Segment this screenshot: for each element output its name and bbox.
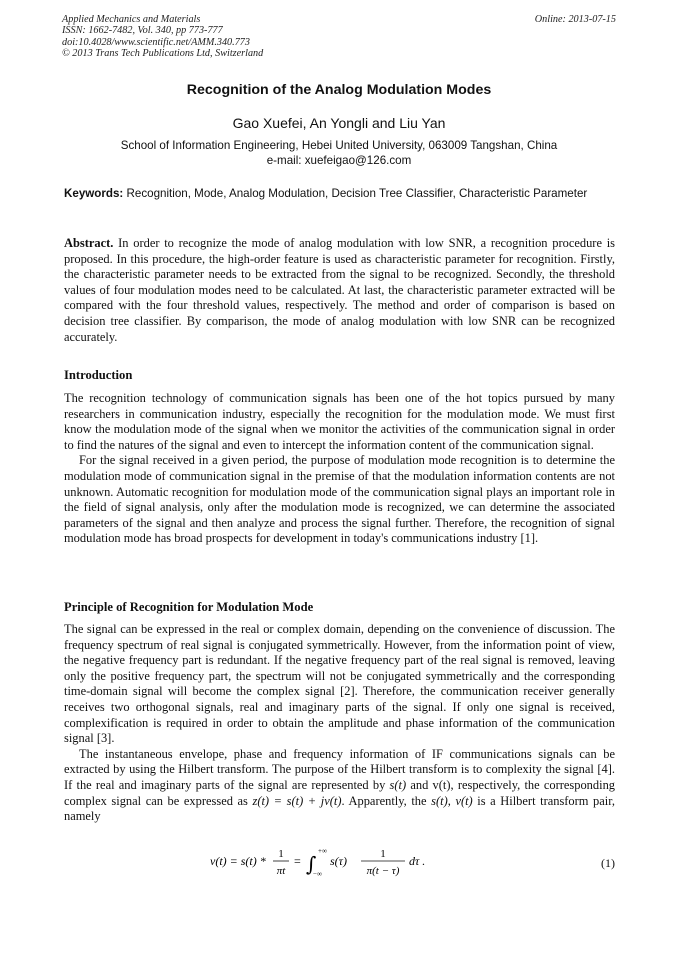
eq-dtau: dτ . [409,854,426,868]
equation-1 [200,844,615,884]
copyright-line: © 2013 Trans Tech Publications Ltd, Switzerland [62,48,264,60]
intro-paragraph-1: The recognition technology of communication signals has been one of the hot topics pursued by many researchers in communication industry, especially the recognition for the modulation mode. We must first know the modulation mode of the signal when we monitor the activities of the communication signal in order to find the natures of the signal and even to intercept the information content of the communication signal. [64,391,615,452]
p2-text-b: and v(t), respectively, the corresponding complex signal can be expressed as [64,777,616,808]
online-date: Online: 2013-07-15 [534,14,616,25]
eq-lhs: v(t) = s(t) * [210,854,266,868]
author-list: Gao Xuefei, An Yongli and Liu Yan [232,115,446,131]
p2-comma: , [447,793,451,808]
section-heading-introduction: Introduction [64,368,133,382]
principle-paragraph-2 [64,747,615,825]
section-heading-principle: Principle of Recognition for Modulation Mode [64,600,314,614]
inline-math-s: s(t) [389,777,407,792]
inline-math-v: v(t) [455,793,473,808]
introduction-body [64,391,615,547]
equation-graphic [200,844,615,884]
principle-paragraph-1: The signal can be expressed in the real or complex domain, depending on the convenience of discussion. The frequency spectrum of real signal is conjugated symmetrically. However, from the information point of view, the negative frequency part is redundant. If the negative frequency part of the real signal is removed, leaving only the positive frequency part, the spectrum will not be conjugated symmetrically and the corresponding time-domain signal will become the complex signal [2]. Therefore, the communication receiver generally receives two orthogonal signals, real and imaginary parts of the signal. If only one signal is received, complexification is required in order to obtain the amplitude and phase information of the communication signal [3]. [64,622,615,746]
affiliation: School of Information Engineering, Hebei United University, 063009 Tangshan, China [120,139,558,152]
eq-frac2-num: 1 [380,848,386,860]
abstract-paragraph [64,236,615,345]
eq-frac2-den: π(t − τ) [366,865,400,877]
doi-line: doi:10.4028/www.scientific.net/AMM.340.773 [62,36,250,48]
eq-frac1-den: πt [276,865,286,877]
eq-integrand: s(τ) [330,854,347,868]
author-email: e-mail: xuefeigao@126.com [266,153,412,167]
abstract-text: In order to recognize the mode of analog modulation with low SNR, a recognition procedure is proposed. In this procedure, the high-order feature is used as characteristic parameter for recognition. Firstly, the characteristic parameter needs to be extracted from the signal to be recognized. Secondly, the threshold values of four modulation modes need to be calculated. At last, the characteristic parameter extracted will be compared with the four threshold values, respectively. The method and order of comparison is based on decision tree classifier. By comparison, the mode of analog modulation with low SNR can be recognized accurately. [64,236,615,344]
paper-title: Recognition of the Analog Modulation Modes [186,82,492,98]
equation-number: (1) [601,856,615,870]
keywords-block [64,187,615,202]
eq-int-lower: −∞ [313,870,322,878]
abstract-label: Abstract. [64,236,114,250]
p2-text-c: . Apparently, the [341,793,427,808]
inline-math-s2: s(t) [431,793,448,808]
eq-frac1-num: 1 [278,848,284,860]
p2-text-d: is a Hilbert transform pair, namely [64,793,615,824]
intro-paragraph-2: For the signal received in a given period, the purpose of modulation mode recognition is to determine the modulation mode of communication signal in the premise of that the modulation information contents are not unknown. Automatic recognition for modulation mode of the communication signal plays an important role in the field of signal analysis, only after the modulation mode is recognized, we can determine the associated parameters of the signal and then analyze and process the signal further. Therefore, the recognition of signal modulation mode has broad prospects for development in today's communications industry [1]. [64,453,615,546]
integral-icon: ∫ [306,852,317,876]
journal-name: Applied Mechanics and Materials [62,14,201,25]
issn-line: ISSN: 1662-7482, Vol. 340, pp 773-777 [62,25,223,37]
principle-body [64,622,615,825]
p2-text-a: The instantaneous envelope, phase and frequency information of IF communications signals can be extracted by using the Hilbert transform. The purpose of the Hilbert transform is to complexity the signal [4]. If the real and imaginary parts of the signal are represented by [64,746,615,792]
eq-int-upper: +∞ [318,847,327,855]
eq-equals: = [294,854,301,868]
inline-math-z: z(t) = s(t) + jv(t) [252,793,342,808]
keywords-label: Keywords: [64,187,124,200]
affiliation-block [62,139,616,168]
journal-header [62,14,616,60]
keywords-text: Recognition, Mode, Analog Modulation, Decision Tree Classifier, Characteristic Parameter [126,187,588,200]
